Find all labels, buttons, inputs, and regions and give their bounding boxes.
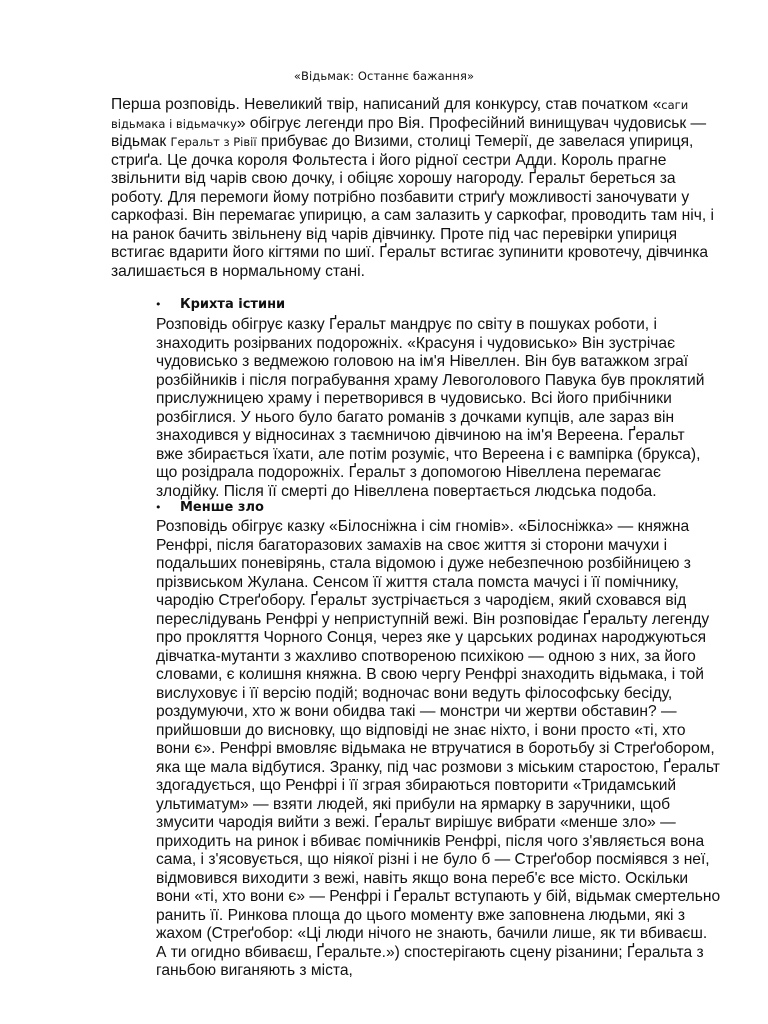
saga-link[interactable]: саги відьмака і відьмачку (111, 98, 689, 131)
document-title: «Відьмак: Останнє бажання» (293, 69, 475, 83)
section-heading-text: Менше зло (180, 500, 264, 515)
section-body-menshe-zlo: Розповідь обігрує казку «Білосніжна і сім гномів». «Білосніжка» — княжна Ренфрі, після багаторазових замахів на своє життя зі сторони мачухи і подальших поневірянь, стала відомою і дуже небезпечною розбійницею з прізвиськом Жулана. Сенсом її життя стала помста мачусі і її помічнику, чародію Стреґобору. Ґеральт зустрічається з чародієм, який сховався від переслідувань Ренфрі у неприступній вежі. Він розповідає Ґеральту легенду про прокляття Чорного Сонця, через яке у царських родинах народжуються дівчатка-мутанти з жахливо спотвореною психікою — одною з них, за його словами, є колишня княжна. В свою чергу Ренфрі знаходить відьмака, і той вислуховує і її версію подій; водночас вони ведуть філософську бесіду, роздумуючи, хто ж вони обидва такі — монстри чи жертви обставин? — прийшовши до висновку, що відповіді не знає ніхто, і вони просто «ті, хто вони є». Ренфрі вмовляє відьмака не втручатися в боротьбу зі Стреґобором, яка ще мала відбутися. Зранку, під час розмови з міським старостою, Ґеральт здогадується, що Ренфрі і її зграя збираються повторити «Тридамський ультиматум» — взяти людей, які прибули на ярмарку в заручники, щоб змусити чародія вийти з вежі. Ґеральт вирішує вибрати «менше зло» — приходить на ринок і вбиває помічників Ренфрі, після чого з'являється вона сама, і з'ясовується, що ніякої різні і не було б — Стреґобор посміявся з неї, відмовився виходити з вежі, навіть якщо вона переб'є все місто. Оскільки вони «ті, хто вони є» — Ренфрі і Ґеральт вступають у бій, відьмак смертельно ранить її. Ринкова площа до цього моменту вже заповнена людьми, які з жахом (Стреґобор: «Ці люди нічого не знають, бачили лише, як ти вбиваєш. А ти огидно вбиваєш, Ґеральте.») спостерігають сцену різанини; Ґеральта з ганьбою виганяють з міста, (156, 518, 721, 979)
section-heading-text: Крихта істини (180, 297, 286, 312)
section-heading-menshe-zlo (155, 500, 264, 515)
section-body-krykhta-istyny: Розповідь обігрує казку Ґеральт мандрує по світу в пошуках роботи, і знаходить розірваних подорожніх. «Красуня і чудовисько» Він зустрічає чудовисько з ведмежою головою на ім'я Нівеллен. Він був ватажком зграї розбійників і після пограбування храму Левоголового Павука був проклятий прислужницею храму і перетворився в чудовисько. Всі його прибічники розбіглися. У нього було багато романів з дочками купців, але зараз він знаходився у відносинах з таємничою дівчиною на ім'я Вереена. Ґеральт вже збирається їхати, але потім розуміє, что Вереена і є вампірка (брукса), що розідрала подорожніх. Ґеральт з допомогою Нівеллена перемагає злодійку. Після її смерті до Нівеллена повертається людська подоба. (156, 316, 705, 500)
intro-text-part2: » обігрує легенди про Вія. Професійний винищувач чудовиськ — відьмак (111, 114, 707, 150)
section-heading-krykhta-istyny (155, 297, 285, 312)
intro-text-part3: прибуває до Визими, столиці Темерії, де завелася упириця, стриґа. Це дочка короля Фольтеста і його рідної сестри Адди. Король прагне звільнити від чарів свою дочку, і обіцяє хорошу нагороду. Ґеральт береться за роботу. Для перемоги йому потрібно позбавити стриґу можливості заночувати у саркофазі. Він перемагає упирицю, а сам залазить у саркофаг, проводить там ніч, і на ранок бачить звільнену від чарів дівчинку. Проте під час перевірки упириця встигає вдарити його кігтями по шиї. Ґеральт встигає зупинити кровотечу, дівчинка залишається в нормальному стані. (111, 133, 714, 280)
intro-text-part1: Перша розповідь. Невеликий твір, написаний для конкурсу, став початком « (111, 96, 662, 113)
intro-paragraph (111, 96, 721, 281)
bullet-icon: • (155, 298, 162, 311)
bullet-icon: • (155, 501, 162, 514)
geralt-link[interactable]: Геральт з Рівії (170, 135, 257, 149)
